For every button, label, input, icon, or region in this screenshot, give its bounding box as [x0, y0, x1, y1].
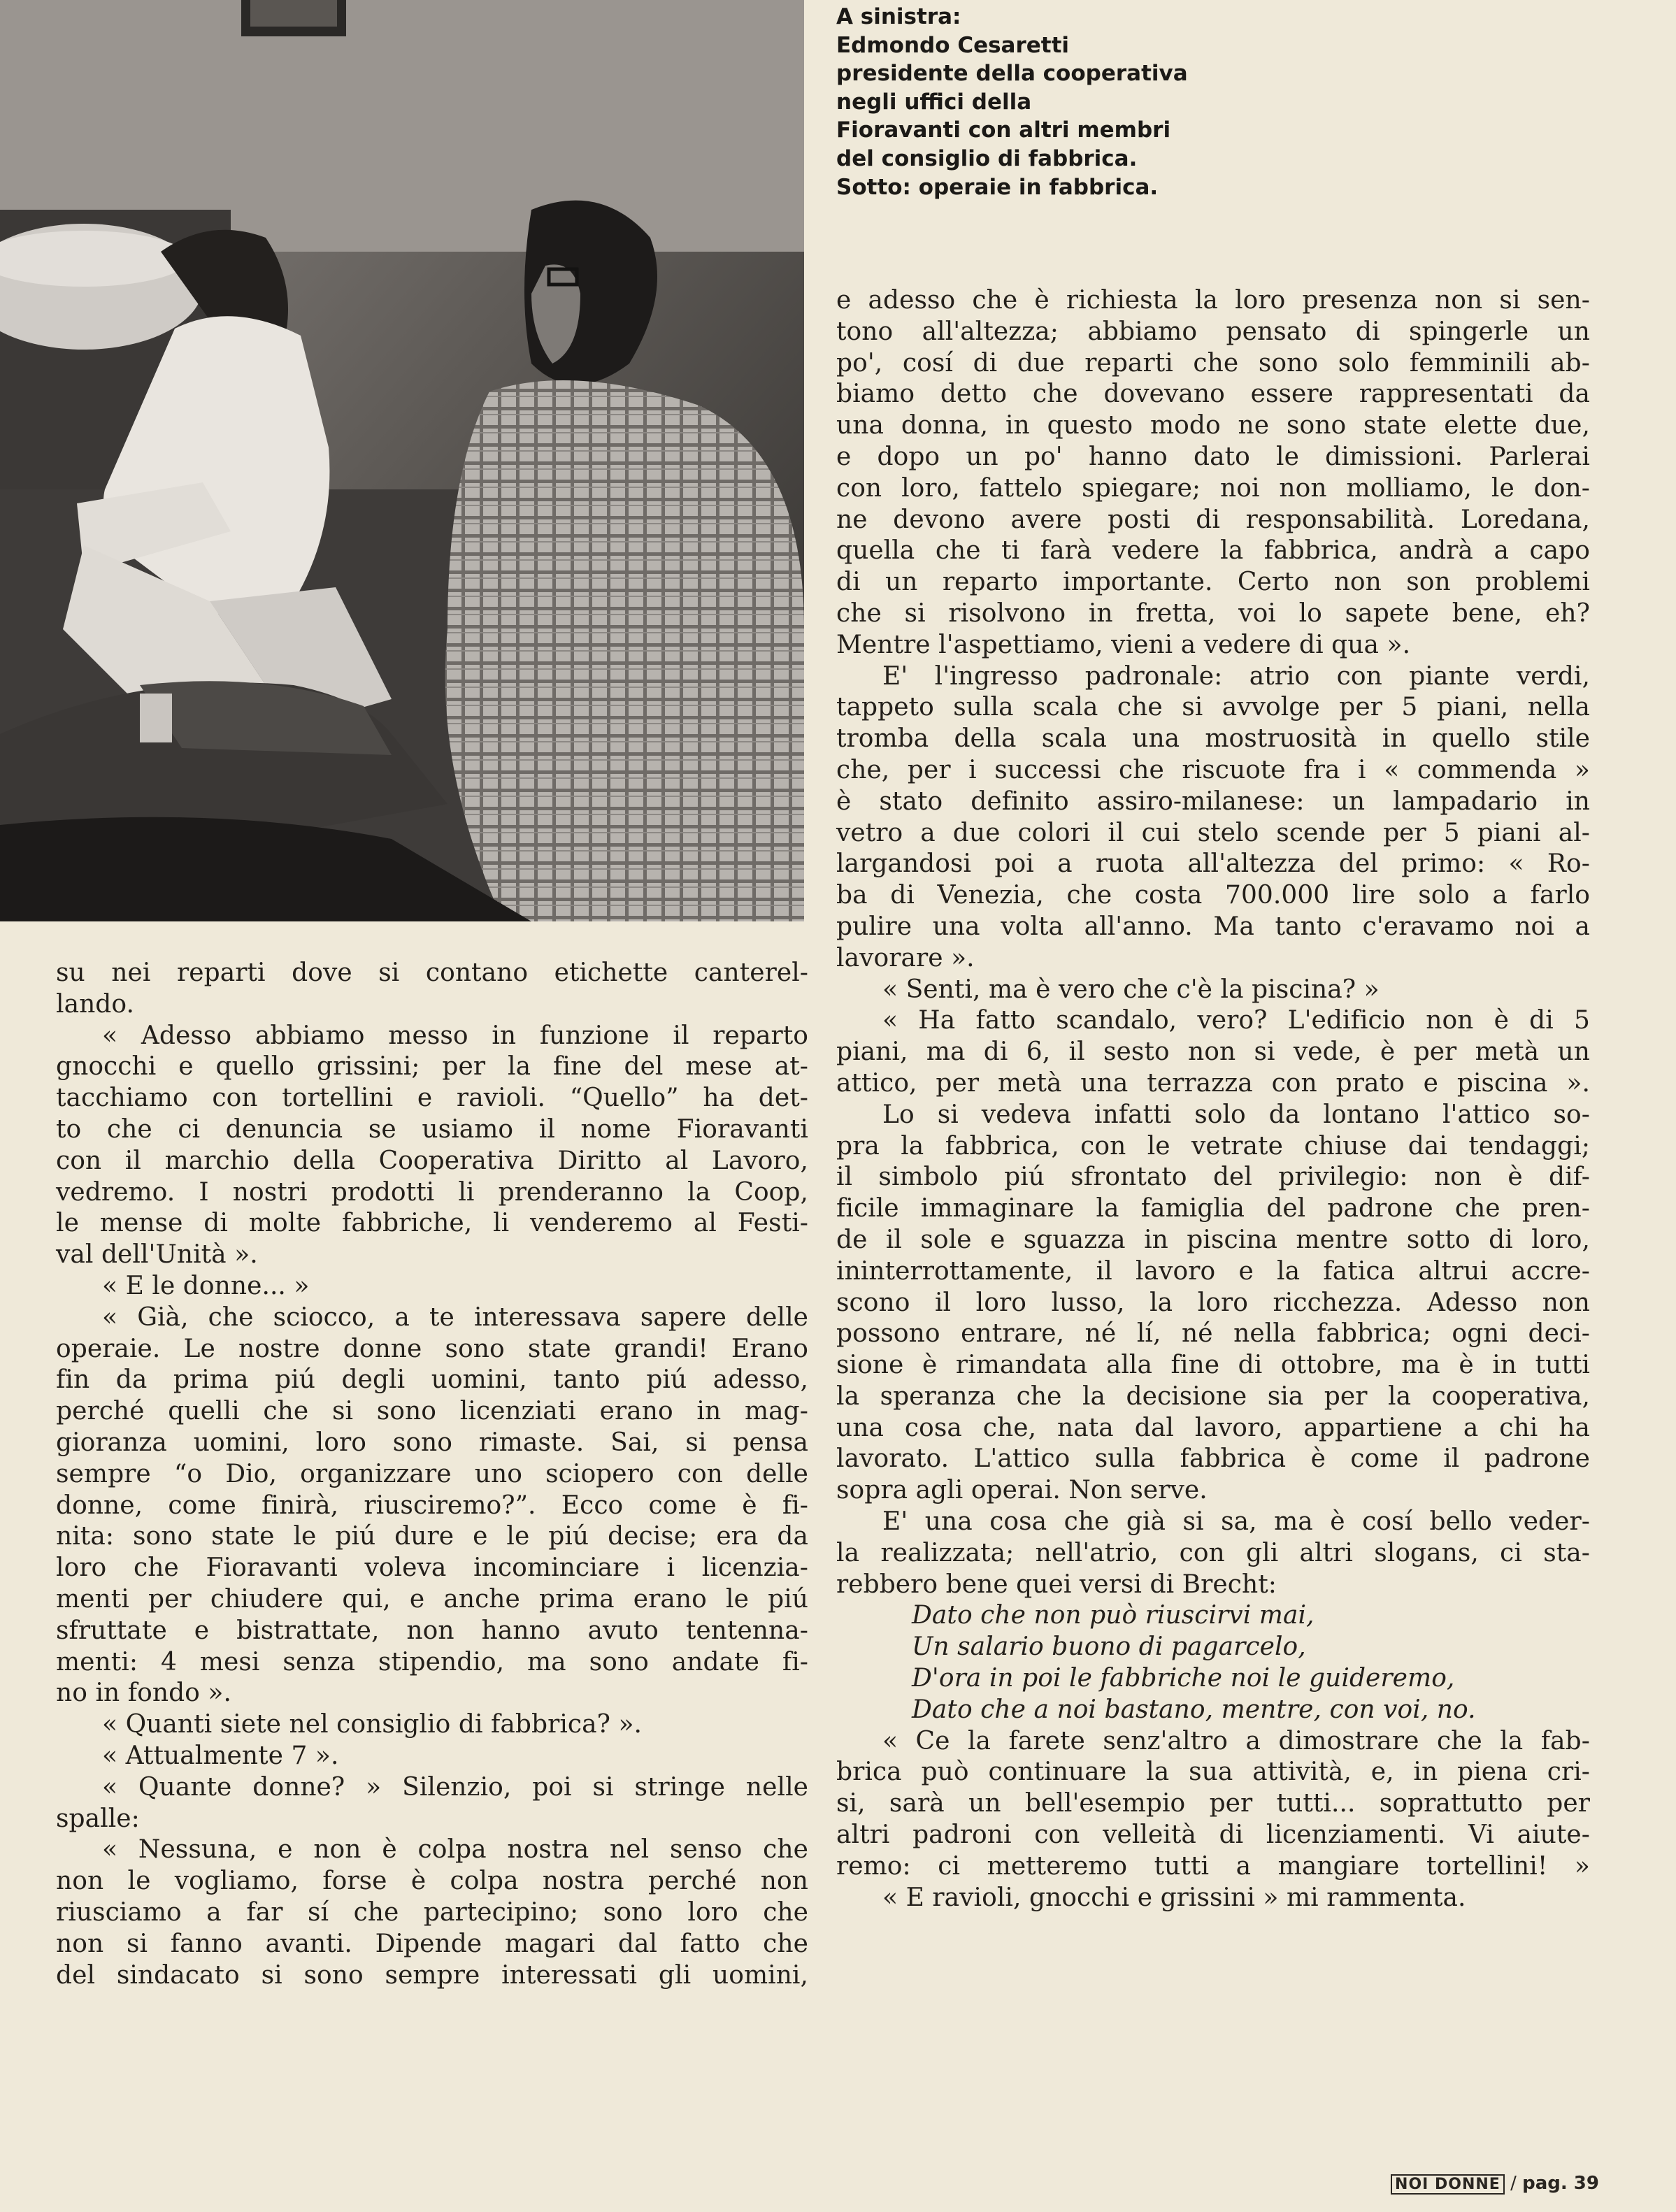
text-line: po', cosí di due reparti che sono solo femminili ab-: [836, 348, 1590, 378]
text-line: tono all'altezza; abbiamo pensato di spingerle un: [836, 317, 1590, 346]
text-line: ficile immaginare la famiglia del padrone che pren-: [836, 1194, 1590, 1223]
text-line: operaie. Le nostre donne sono state grandi! Erano: [56, 1334, 808, 1363]
text-line: pra la fabbrica, con le vetrate chiuse dai tendaggi;: [836, 1131, 1590, 1161]
text-line: sempre “o Dio, organizzare uno sciopero con delle: [56, 1459, 808, 1488]
text-line: vetro a due colori il cui stelo scende per 5 piani al-: [836, 818, 1590, 847]
text-line: « Attualmente 7 ».: [102, 1741, 339, 1770]
text-line: sfruttate e bistrattate, non hanno avuto tentenna-: [56, 1616, 808, 1645]
text-line: le mense di molte fabbriche, li venderemo al Festi-: [56, 1209, 808, 1238]
text-line: che, per i successi che riscuote fra i « commenda »: [836, 755, 1590, 784]
article-column-left: [56, 958, 808, 1991]
text-line: possono entrare, né lí, né nella fabbrica; ogni deci-: [836, 1319, 1590, 1349]
text-line: « Ha fatto scandalo, vero? L'edificio non è di 5: [882, 1006, 1590, 1035]
text-line: una donna, in questo modo ne sono state elette due,: [836, 411, 1590, 440]
text-line: sopra agli operai. Non serve.: [836, 1476, 1208, 1505]
text-line: E' una cosa che già si sa, ma è cosí bello veder-: [882, 1507, 1590, 1537]
text-line: lavorare ».: [836, 943, 975, 972]
text-line: lando.: [56, 989, 134, 1019]
poem-line: D'ora in poi le fabbriche noi le guideremo,: [912, 1664, 1455, 1693]
text-line: ininterrottamente, il lavoro e la fatica altrui accre-: [836, 1256, 1590, 1286]
text-line: rebbero bene quei versi di Brecht:: [836, 1570, 1277, 1599]
text-line: pulire una volta all'anno. Ma tanto c'eravamo noi a: [836, 912, 1590, 941]
text-line: scono il loro lusso, la loro ricchezza. Adesso non: [836, 1288, 1590, 1317]
text-line: gioranza uomini, loro sono rimaste. Sai, si pensa: [56, 1428, 808, 1457]
text-line: altri padroni con velleità di licenziamenti. Vi aiute-: [836, 1820, 1590, 1850]
text-line: con il marchio della Cooperativa Diritto al Lavoro,: [56, 1146, 808, 1175]
text-line: gnocchi e quello grissini; per la fine del mese at-: [56, 1052, 808, 1082]
text-line: il simbolo piú sfrontato del privilegio: non è dif-: [836, 1163, 1590, 1192]
photo-caption: [836, 3, 1228, 201]
text-line: e dopo un po' hanno dato le dimissioni. Parlerai: [836, 442, 1590, 471]
text-line: Lo si vedeva infatti solo da lontano l'attico so-: [882, 1100, 1590, 1129]
text-line: E' l'ingresso padronale: atrio con piante verdi,: [882, 661, 1590, 691]
text-line: su nei reparti dove si contano etichette canterel-: [56, 958, 808, 987]
text-line: loro che Fioravanti voleva incominciare i licenzia-: [56, 1553, 808, 1583]
text-line: sione è rimandata alla fine di ottobre, ma è in tutti: [836, 1351, 1590, 1380]
text-line: « Già, che sciocco, a te interessava sapere delle: [102, 1302, 808, 1332]
text-line: e adesso che è richiesta la loro presenza non si sen-: [836, 286, 1590, 315]
text-line: « Senti, ma è vero che c'è la piscina? »: [882, 975, 1380, 1004]
text-line: fin da prima piú degli uomini, tanto piú adesso,: [56, 1365, 808, 1395]
page-footer: [1391, 2173, 1599, 2194]
text-line: tacchiamo con tortellini e ravioli. “Quello” ha det-: [56, 1084, 808, 1113]
text-line: piani, ma di 6, il sesto non si vede, è per metà un: [836, 1037, 1590, 1067]
magazine-logo: NOI DONNE: [1391, 2174, 1505, 2195]
caption-line: Edmondo Cesaretti: [836, 32, 1070, 58]
caption-line: A sinistra:: [836, 4, 961, 29]
text-line: che si risolvono in fretta, voi lo sapete bene, eh?: [836, 598, 1590, 628]
text-line: « Quanti siete nel consiglio di fabbrica? ».: [102, 1710, 643, 1739]
caption-line: del consiglio di fabbrica.: [836, 145, 1138, 171]
text-line: remo: ci metteremo tutti a mangiare tortellini! »: [836, 1851, 1590, 1881]
text-line: ba di Venezia, che costa 700.000 lire solo a farlo: [836, 881, 1590, 910]
text-line: del sindacato si sono sempre interessati gli uomini,: [56, 1960, 808, 1990]
text-line: val dell'Unità ».: [56, 1240, 258, 1270]
text-line: tappeto sulla scala che si avvolge per 5 piani, nella: [836, 693, 1590, 722]
poem-line: Dato che a noi bastano, mentre, con voi, no.: [912, 1695, 1476, 1724]
text-line: « Adesso abbiamo messo in funzione il reparto: [102, 1021, 808, 1050]
text-line: no in fondo ».: [56, 1679, 231, 1708]
caption-line: presidente della cooperativa: [836, 61, 1188, 87]
text-line: « E ravioli, gnocchi e grissini » mi rammenta.: [882, 1883, 1466, 1912]
text-line: donne, come finirà, riusciremo?”. Ecco come è fi-: [56, 1491, 808, 1520]
text-line: quella che ti farà vedere la fabbrica, andrà a capo: [836, 536, 1590, 566]
text-line: non si fanno avanti. Dipende magari dal fatto che: [56, 1929, 808, 1958]
text-line: tromba della scala una mostruosità in quello stile: [836, 724, 1590, 754]
text-line: una cosa che, nata dal lavoro, appartiene a chi ha: [836, 1413, 1590, 1442]
text-line: riusciamo a far sí che partecipino; sono loro che: [56, 1897, 808, 1927]
text-line: con loro, fattelo spiegare; noi non molliamo, le don-: [836, 473, 1590, 503]
text-line: attico, per metà una terrazza con prato e piscina ».: [836, 1068, 1590, 1098]
caption-line: Sotto: operaie in fabbrica.: [836, 174, 1159, 200]
caption-line: negli uffici della: [836, 89, 1032, 115]
text-line: « Ce la farete senz'altro a dimostrare che la fab-: [882, 1726, 1590, 1755]
text-line: to che ci denuncia se usiamo il nome Fioravanti: [56, 1114, 808, 1144]
text-line: menti per chiudere qui, e anche prima erano le piú: [56, 1584, 808, 1614]
article-column-right: [836, 285, 1590, 1913]
text-line: perché quelli che si sono licenziati erano in mag-: [56, 1397, 808, 1426]
text-line: lavorato. L'attico sulla fabbrica è come il padrone: [836, 1444, 1590, 1474]
footer-separator: /: [1510, 2173, 1517, 2194]
poem-line: Dato che non può riuscirvi mai,: [912, 1601, 1315, 1630]
text-line: ne devono avere posti di responsabilità. Loredana,: [836, 505, 1590, 534]
text-line: di un reparto importante. Certo non son problemi: [836, 568, 1590, 597]
text-line: « Nessuna, e non è colpa nostra nel senso che: [102, 1835, 808, 1865]
text-line: nita: sono state le piú dure e le piú decise; era da: [56, 1522, 808, 1551]
text-line: « E le donne... »: [102, 1271, 310, 1300]
text-line: de il sole e sguazza in piscina mentre sotto di loro,: [836, 1225, 1590, 1254]
page-number: pag. 39: [1522, 2173, 1599, 2194]
photo-image: [0, 0, 804, 921]
text-line: la speranza che la decisione sia per la cooperativa,: [836, 1381, 1590, 1411]
text-line: Mentre l'aspettiamo, vieni a vedere di qua ».: [836, 630, 1411, 659]
text-line: biamo detto che dovevano essere rappresentati da: [836, 380, 1590, 409]
text-line: « Quante donne? » Silenzio, poi si stringe nelle: [102, 1772, 808, 1802]
text-line: è stato definito assiro-milanese: un lampadario in: [836, 787, 1590, 816]
poem-line: Un salario buono di pagarcelo,: [912, 1632, 1306, 1662]
text-line: largandosi poi a ruota all'altezza del primo: « Ro-: [836, 849, 1590, 879]
text-line: vedremo. I nostri prodotti li prenderanno la Coop,: [56, 1177, 808, 1207]
text-line: brica può continuare la sua attività, e, in piena cri-: [836, 1758, 1590, 1787]
caption-line: Fioravanti con altri membri: [836, 117, 1171, 143]
text-line: menti: 4 mesi senza stipendio, ma sono andate fi-: [56, 1647, 808, 1676]
text-line: spalle:: [56, 1804, 140, 1833]
text-line: non le vogliamo, forse è colpa nostra perché non: [56, 1867, 808, 1896]
text-line: si, sarà un bell'esempio per tutti... soprattutto per: [836, 1789, 1590, 1818]
text-line: la realizzata; nell'atrio, con gli altri slogans, ci sta-: [836, 1538, 1590, 1567]
photo-illustration: [0, 0, 804, 921]
